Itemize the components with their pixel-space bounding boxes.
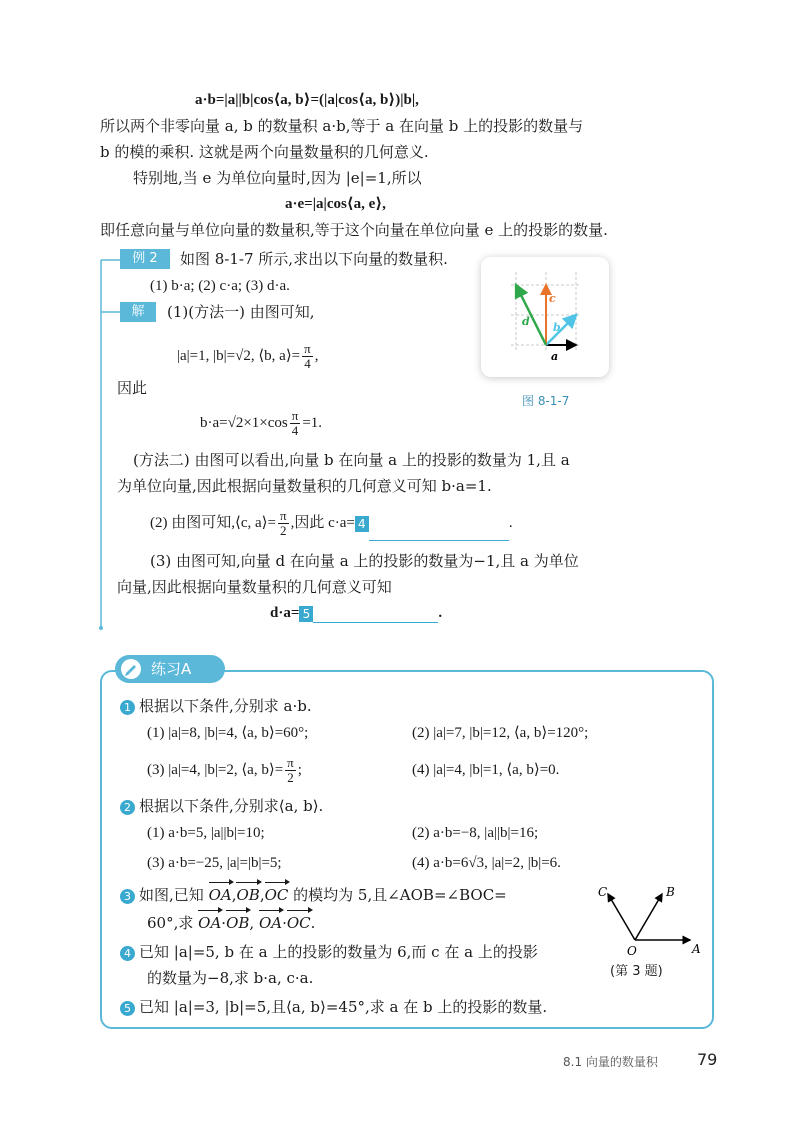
ray-OC: [608, 894, 635, 940]
label-a: a: [551, 350, 559, 363]
vector-grid-diagram: [481, 257, 609, 377]
solution-b-dot-a: b·a=√2×1×cos $\frac{\pi}{4}$ =1.: [200, 408, 323, 439]
paragraph-unit-vector-conclusion: 即任意向量与单位向量的数量积,等于这个向量在单位向量 e 上的投影的数量.: [100, 221, 608, 239]
example-tag: 例 2: [120, 249, 170, 269]
figure-caption: 图 8-1-7: [522, 394, 570, 408]
practice-q3-line-1: 3 如图,已知 OA,OB,OC 的模均为 5,且∠AOB=∠BOC=: [120, 885, 507, 905]
point-C-label: C: [598, 885, 608, 899]
practice-q2-2: (2) a·b=−8, |a||b|=16;: [412, 825, 539, 841]
practice-q1-1: (1) |a|=8, |b|=4, ⟨a, b⟩=60°;: [147, 725, 309, 741]
practice-q3-line-2: 60°,求 OA·OB, OA·OC.: [147, 914, 316, 932]
practice-q2: 2 根据以下条件,分别求⟨a, b⟩.: [120, 796, 323, 816]
figure-8-1-7: [481, 257, 609, 377]
footer-section-title: 8.1 向量的数量积: [563, 1055, 658, 1069]
q3-figure: [590, 880, 705, 960]
solution-method-2-line-2: 为单位向量,因此根据向量数量积的几何意义可知 b·a=1.: [117, 477, 492, 495]
q5-number-badge: 5: [120, 1001, 135, 1016]
practice-q5: 5 已知 |a|=3, |b|=5,且⟨a, b⟩=45°,求 a 在 b 上的投影的数量.: [120, 997, 547, 1017]
practice-tab: [115, 655, 225, 683]
pencil-icon: [120, 658, 142, 680]
paragraph-geometric-meaning-1: 所以两个非零向量 a, b 的数量积 a·b,等于 a 在向量 b 上的投影的数量与: [100, 117, 584, 135]
q1-number-badge: 1: [120, 700, 135, 715]
formula-unit-vector: a·e=|a|cos⟨a, e⟩,: [285, 196, 386, 212]
solution-step-1: (1)(方法一) 由图可知,: [167, 303, 315, 321]
label-d: d: [522, 315, 530, 328]
solution-magnitudes: |a|=1, |b|=√2, ⟨b, a⟩= $\frac{\pi}{4}$ ,: [177, 341, 319, 372]
example-question: 如图 8-1-7 所示,求出以下向量的数量积.: [180, 250, 448, 268]
blank-4-marker: 4: [355, 516, 369, 532]
page-number: 79: [697, 1050, 718, 1069]
solution-part-2: (2) 由图可知,⟨c, a⟩= $\frac{\pi}{2}$ ,因此 c·a= 4 .: [150, 505, 513, 541]
practice-q1: 1 根据以下条件,分别求 a·b.: [120, 696, 312, 716]
label-c: c: [549, 292, 556, 305]
q2-number-badge: 2: [120, 800, 135, 815]
label-b: b: [553, 321, 561, 334]
solution-part-3-line-1: (3) 由图可知,向量 d 在向量 a 上的投影的数量为−1,且 a 为单位: [150, 552, 579, 570]
paragraph-unit-vector: 特别地,当 e 为单位向量时,因为 |e|=1,所以: [133, 169, 422, 187]
q4-number-badge: 4: [120, 946, 135, 961]
q3-number-badge: 3: [120, 889, 135, 904]
blank-4-answer-line[interactable]: [369, 524, 509, 541]
paragraph-geometric-meaning-2: b 的模的乘积. 这就是两个向量数量积的几何意义.: [100, 143, 429, 161]
solution-part-3-line-2: 向量,因此根据向量数量积的几何意义可知: [117, 578, 392, 596]
blank-5-marker: 5: [299, 606, 313, 622]
point-A-label: A: [692, 942, 701, 956]
ray-OB: [635, 894, 662, 940]
vector-b-arrow: [546, 315, 576, 345]
example-parts: (1) b·a; (2) c·a; (3) d·a.: [150, 278, 290, 294]
practice-q4-line-1: 4 已知 |a|=5, b 在 a 上的投影的数量为 6,而 c 在 a 上的投影: [120, 942, 538, 962]
solution-therefore: 因此: [117, 379, 148, 397]
practice-q1-2: (2) |a|=7, |b|=12, ⟨a, b⟩=120°;: [412, 725, 589, 741]
point-O-label: O: [627, 944, 637, 958]
practice-q1-4: (4) |a|=4, |b|=1, ⟨a, b⟩=0.: [412, 762, 560, 778]
solution-method-2-line-1: (方法二) 由图可以看出,向量 b 在向量 a 上的投影的数量为 1,且 a: [133, 451, 570, 469]
practice-q2-3: (3) a·b=−25, |a|=|b|=5;: [147, 855, 282, 871]
q3-figure-caption: (第 3 题): [610, 964, 663, 979]
blank-5-answer-line[interactable]: [313, 606, 438, 623]
solution-tag: 解: [120, 302, 156, 322]
practice-q4-line-2: 的数量为−8,求 b·a, c·a.: [147, 969, 314, 987]
formula-dot-product-definition: a·b=|a||b|cos⟨a, b⟩=(|a|cos⟨a, b⟩)|b|,: [195, 92, 419, 108]
practice-q1-3: (3) |a|=4, |b|=2, ⟨a, b⟩= $\frac{\pi}{2}$ ;: [147, 755, 302, 786]
practice-q2-1: (1) a·b=5, |a||b|=10;: [147, 825, 265, 841]
practice-q2-4: (4) a·b=6√3, |a|=2, |b|=6.: [412, 855, 561, 871]
solution-d-dot-a: d·a= 5 .: [270, 605, 443, 621]
point-B-label: B: [666, 885, 675, 899]
practice-title: 练习A: [151, 660, 192, 678]
